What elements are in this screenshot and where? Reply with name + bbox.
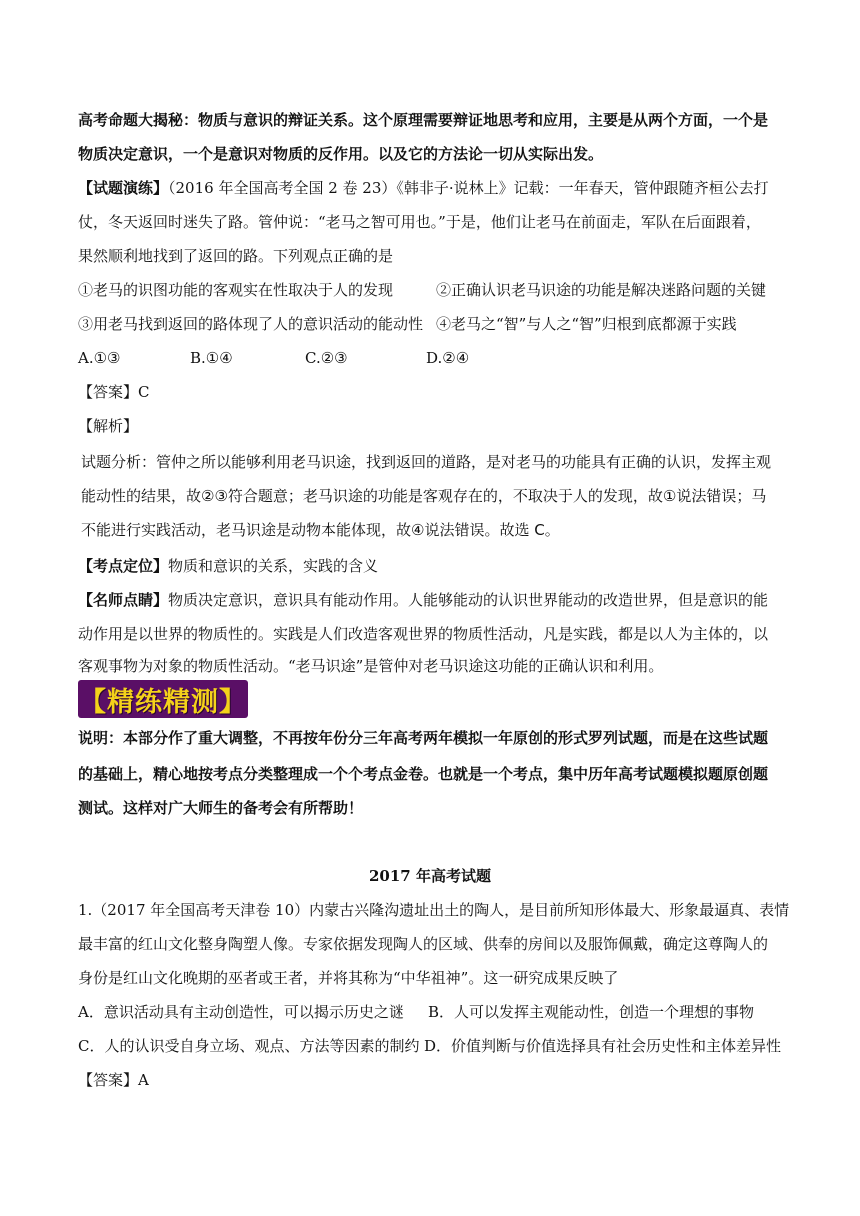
option-b: B.①④	[190, 349, 233, 367]
intro-line-1: 高考命题大揭秘：物质与意识的辩证关系。这个原理需要辩证地思考和应用，主要是从两个方面，一个是	[78, 111, 769, 129]
question-1-option-d: D．价值判断与价值选择具有社会历史性和主体差异性	[424, 1037, 782, 1055]
example-line-1	[78, 178, 769, 198]
option-a: A.①③	[78, 349, 121, 367]
example-answer: 【答案】C	[78, 383, 150, 401]
section-banner	[78, 680, 248, 718]
analysis-line-2: 能动性的结果，故②③符合题意；老马识途的功能是客观存在的，不取决于人的发现，故①说法错误；马	[81, 487, 767, 505]
point-tag: 【考点定位】	[78, 557, 169, 575]
statement-1: ①老马的识图功能的客观实在性取决于人的发现	[78, 281, 394, 299]
question-1-option-b: B．人可以发挥主观能动性，创造一个理想的事物	[428, 1003, 755, 1021]
analysis-line-1: 试题分析：管仲之所以能够利用老马识途，找到返回的道路，是对老马的功能具有正确的认识，发挥主观	[81, 453, 772, 471]
statement-3: ③用老马找到返回的路体现了人的意识活动的能动性	[78, 315, 424, 333]
section-title: 2017 年高考试题	[369, 867, 491, 885]
option-d: D.②④	[426, 349, 470, 367]
analysis-line-3: 不能进行实践活动，老马识途是动物本能体现，故④说法错误。故选 C。	[81, 521, 560, 539]
statement-4: ④老马之“智”与人之“智”归根到底都源于实践	[436, 315, 737, 333]
note-line-3: 测试。这样对广大师生的备考会有所帮助！	[78, 799, 364, 817]
example-line-2: 仗，冬天返回时迷失了路。管仲说：“老马之智可用也。”于是，他们让老马在前面走，军队在后面跟着，	[78, 213, 761, 231]
banner-label: 【精练精测】	[79, 686, 247, 718]
teacher-line-1-text: 物质决定意识，意识具有能动作用。人能够能动的认识世界能动的改造世界，但是意识的能	[168, 591, 769, 609]
question-1-line-3: 身份是红山文化晚期的巫者或王者，并将其称为“中华祖神”。这一研究成果反映了	[78, 969, 619, 987]
point-line	[78, 556, 378, 576]
question-1-line-2: 最丰富的红山文化整身陶塑人像。专家依据发现陶人的区域、供奉的房间以及服饰佩戴，确定这尊陶人的	[78, 935, 769, 953]
note-line-2: 的基础上，精心地按考点分类整理成一个个考点金卷。也就是一个考点，集中历年高考试题模拟题原创题	[78, 765, 769, 783]
question-1-option-a: A．意识活动具有主动创造性，可以揭示历史之谜	[78, 1003, 404, 1021]
question-1-answer: 【答案】A	[78, 1071, 149, 1089]
example-line-1-text: （2016 年全国高考全国 2 卷 23）《韩非子·说林上》记载：一年春天，管仲跟随齐桓公去打	[168, 179, 769, 197]
note-line-1: 说明：本部分作了重大调整，不再按年份分三年高考两年模拟一年原创的形式罗列试题，而是在这些试题	[78, 729, 769, 747]
example-tag: 【试题演练】	[78, 179, 169, 197]
statement-2: ②正确认识老马识途的功能是解决迷路问题的关键	[436, 281, 767, 299]
intro-line-2: 物质决定意识，一个是意识对物质的反作用。以及它的方法论一切从实际出发。	[78, 145, 604, 163]
question-1-line-1: 1.（2017 年全国高考天津卷 10）内蒙古兴隆沟遗址出土的陶人，是目前所知形体最大、形象最逼真、表情	[78, 901, 790, 919]
teacher-line-1	[78, 590, 768, 610]
teacher-line-2: 动作用是以世界的物质性的。实践是人们改造客观世界的物质性活动，凡是实践，都是以人为主体的，以	[78, 625, 769, 643]
option-c: C.②③	[305, 349, 348, 367]
teacher-tag: 【名师点睛】	[78, 591, 169, 609]
analysis-title: 【解析】	[78, 417, 139, 435]
point-text: 物质和意识的关系，实践的含义	[168, 557, 379, 575]
example-line-3: 果然顺利地找到了返回的路。下列观点正确的是	[78, 247, 394, 265]
teacher-line-3: 客观事物为对象的物质性活动。“老马识途”是管仲对老马识途这功能的正确认识和利用。	[78, 657, 664, 675]
question-1-option-c: C．人的认识受自身立场、观点、方法等因素的制约	[78, 1037, 420, 1055]
